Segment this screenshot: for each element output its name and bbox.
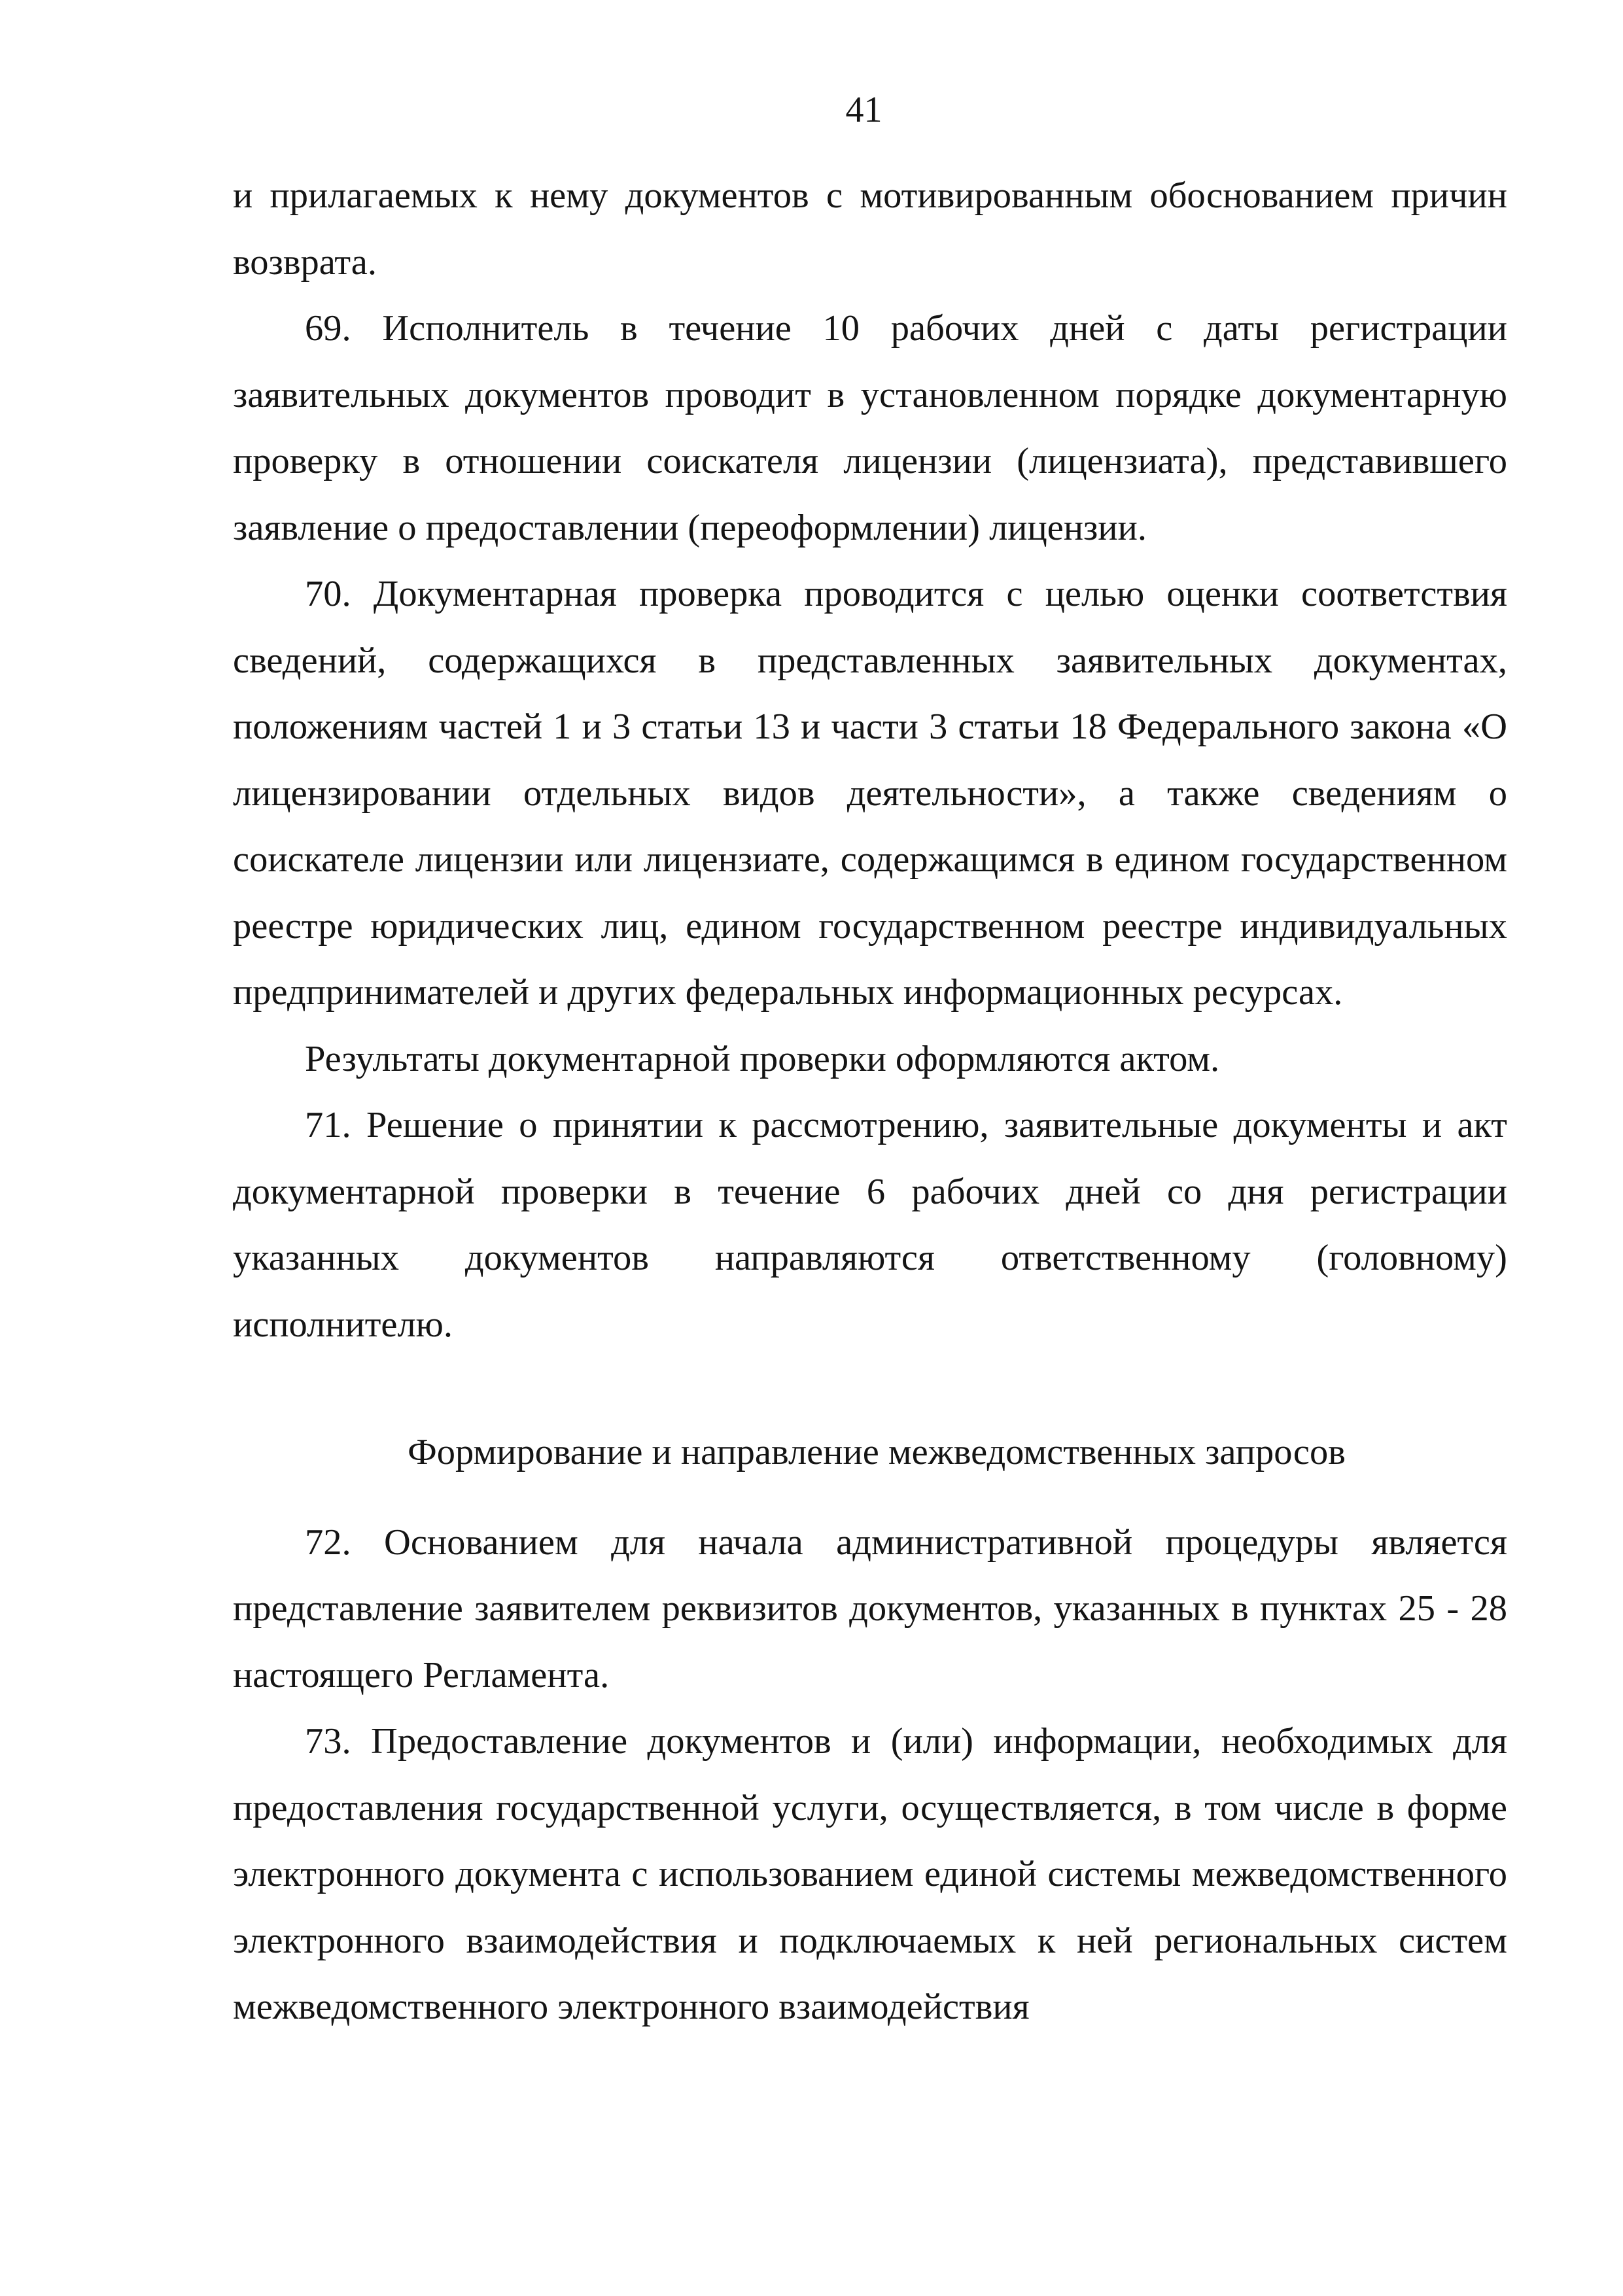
paragraph-72: 72. Основанием для начала административной процедуры является представление заявителем реквизитов документов, указанных в пунктах 25 - 28 настоящего Регламента. (233, 1522, 1507, 1696)
paragraph-inspection-results: Результаты документарной проверки оформляются актом. (305, 1038, 1220, 1079)
document-body (233, 163, 1507, 2041)
paragraph-73: 73. Предоставление документов и (или) информации, необходимых для предоставления государственной услуги, осуществляется, в том числе в форме электронного документа с использованием единой системы межведомственного электронного взаимодействия и подключаемых к ней региональных систем межведомственного электронного взаимодействия (233, 1721, 1507, 2027)
paragraph-continuation: и прилагаемых к нему документов с мотивированным обоснованием причин возврата. (233, 175, 1507, 283)
paragraph-70: 70. Документарная проверка проводится с целью оценки соответствия сведений, содержащихся в представленных заявительных документах, положениям частей 1 и 3 статьи 13 и части 3 статьи 18 Федерального закона «О лицензировании отдельных видов деятельности», а также сведениям о соискателе лицензии или лицензиате, содержащимся в едином государственном реестре юридических лиц, едином государственном реестре индивидуальных предпринимателей и других федеральных информационных ресурсах. (233, 574, 1507, 1013)
page-number: 41 (845, 90, 882, 130)
section-heading: Формирование и направление межведомственных запросов (408, 1432, 1346, 1472)
paragraph-69: 69. Исполнитель в течение 10 рабочих дней с даты регистрации заявительных документов проводит в установленном порядке документарную проверку в отношении соискателя лицензии (лицензиата), представившего заявление о предоставлении (переоформлении) лицензии. (233, 308, 1507, 548)
paragraph-71: 71. Решение о принятии к рассмотрению, заявительные документы и акт документарной проверки в течение 6 рабочих дней со дня регистрации указанных документов направляются ответственному (головному) исполнителю. (233, 1105, 1507, 1345)
